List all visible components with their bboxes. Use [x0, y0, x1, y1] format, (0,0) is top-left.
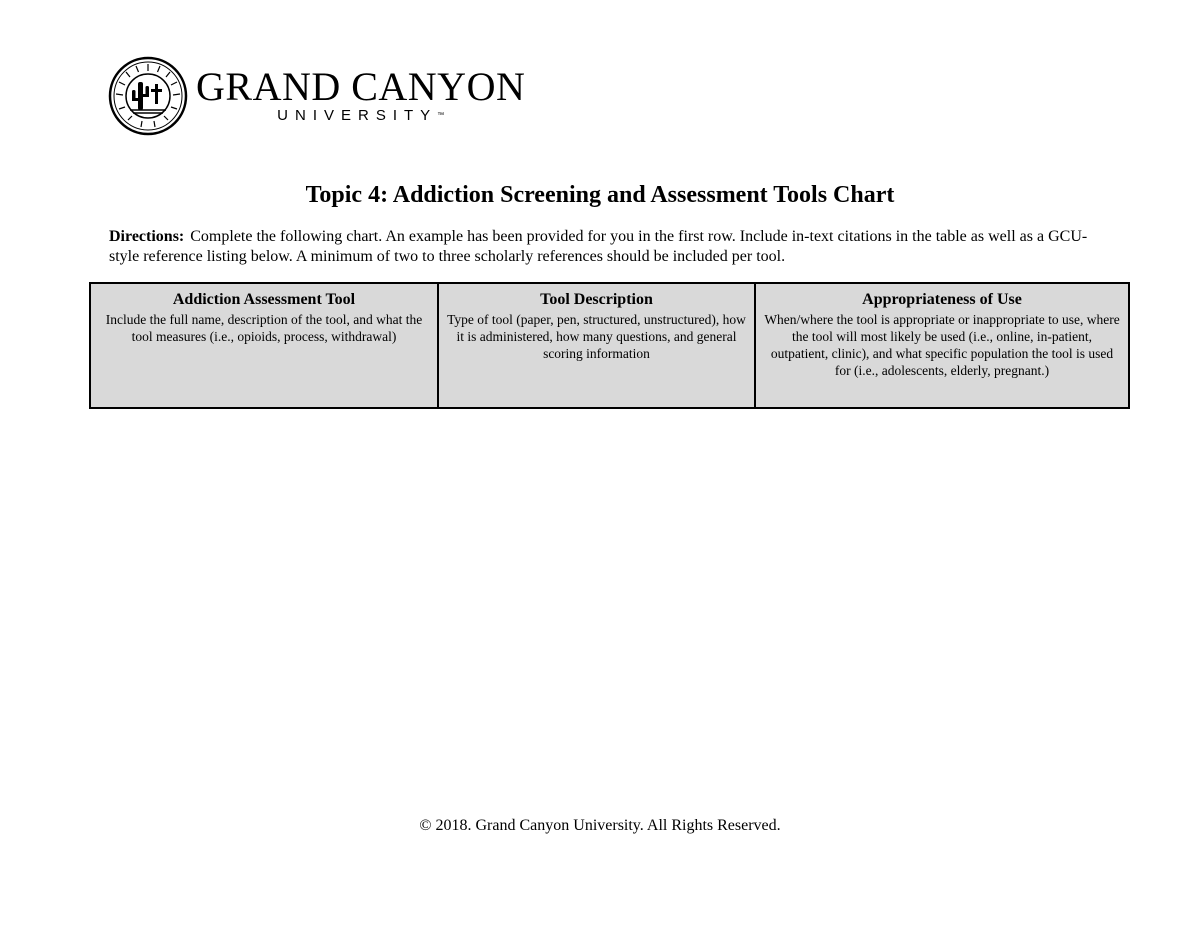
column-tool-description: [438, 283, 755, 408]
university-subtitle-text: UNIVERSITY: [277, 107, 438, 124]
university-seal-icon: [108, 56, 188, 136]
assessment-tools-table: [89, 282, 1130, 409]
directions-text: Complete the following chart. An example has been provided for you in the first row. Include in-text citations in the table as well as a GCU-style reference listing below. A minimum of two to three scholarly references should be included per tool.: [109, 228, 1088, 265]
directions-label: Directions:: [109, 228, 185, 245]
university-logo: [108, 54, 525, 138]
university-wordmark: [196, 64, 526, 125]
column-description: Include the full name, description of the tool, and what the tool measures (i.e., opioids, process, withdrawal): [105, 312, 423, 344]
directions-paragraph: [109, 227, 1109, 267]
copyright-footer: © 2018. Grand Canyon University. All Rights Reserved.: [419, 817, 781, 834]
university-name: GRAND CANYON: [196, 64, 526, 109]
column-heading: Appropriateness of Use: [862, 291, 1022, 308]
column-description: Type of tool (paper, pen, structured, unstructured), how it is administered, how many questions, and general scoring information: [447, 312, 746, 361]
column-description: When/where the tool is appropriate or inappropriate to use, where the tool will most likely be used (i.e., online, in-patient, outpatient, clinic), and what specific population the tool is used for (i.e., adolescents, elderly, pregnant.): [764, 312, 1120, 378]
table-header-row: [90, 283, 1129, 408]
university-subtitle: [277, 107, 444, 125]
column-addiction-assessment-tool: [90, 283, 438, 408]
page-title: Topic 4: Addiction Screening and Assessment Tools Chart: [305, 182, 895, 208]
column-heading: Addiction Assessment Tool: [172, 291, 356, 308]
column-appropriateness-of-use: [755, 283, 1129, 408]
trademark-symbol: ™: [437, 112, 445, 119]
column-heading: Tool Description: [540, 291, 653, 308]
